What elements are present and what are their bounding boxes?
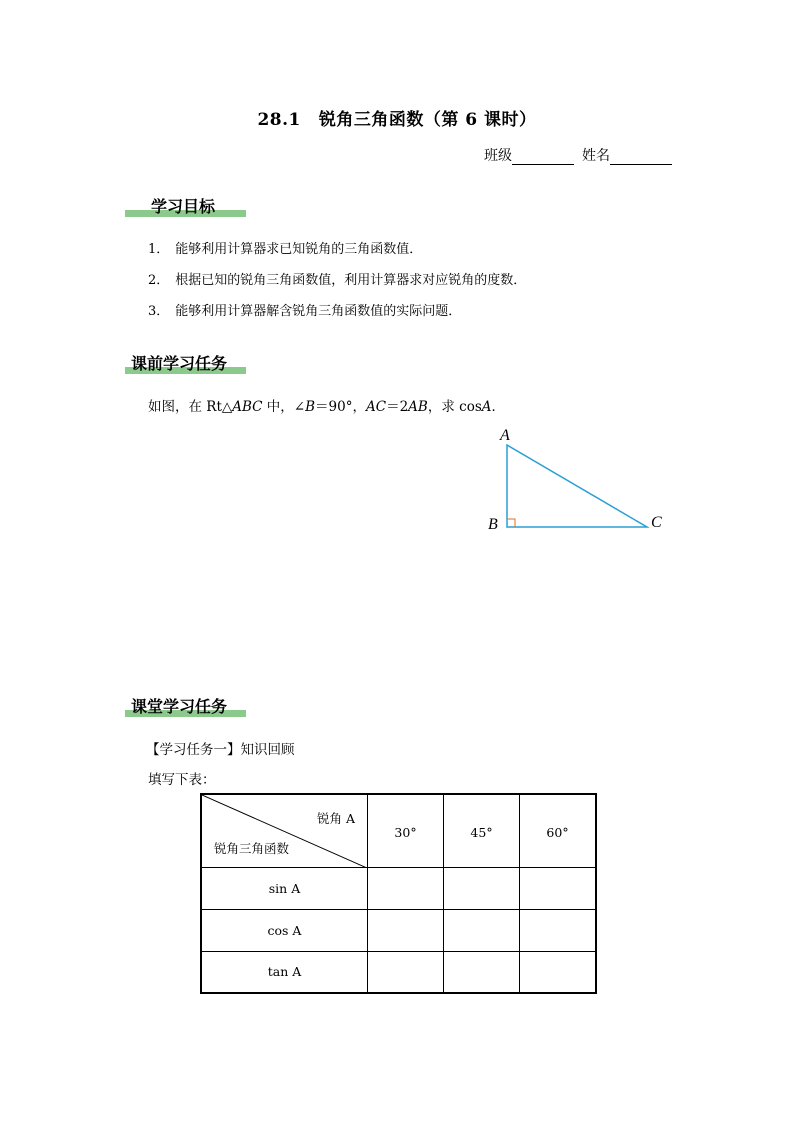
table-header-row bbox=[201, 794, 596, 867]
class-label: 班级 bbox=[484, 148, 512, 164]
pre-task-problem bbox=[148, 395, 505, 415]
column-header-30 bbox=[368, 794, 444, 867]
goal-index: 1． bbox=[148, 242, 170, 257]
problem-text-5: ，求 cos bbox=[427, 399, 482, 415]
problem-var-ab: AB bbox=[408, 399, 428, 415]
goal-index: 3． bbox=[148, 304, 170, 319]
name-label: 姓名 bbox=[582, 148, 610, 164]
goals-heading: 学习目标 bbox=[151, 197, 216, 216]
triangle-abc bbox=[507, 445, 647, 527]
column-header-label: 45° bbox=[470, 825, 493, 840]
answer-cell[interactable] bbox=[368, 867, 444, 909]
name-blank[interactable] bbox=[610, 150, 672, 165]
problem-var-b: B bbox=[305, 399, 316, 415]
title-number: 28.1 bbox=[257, 110, 301, 130]
header-function-label: 锐角三角函数 bbox=[214, 841, 290, 856]
problem-text-6: ． bbox=[491, 399, 506, 415]
answer-cell[interactable] bbox=[520, 951, 597, 993]
table-row bbox=[201, 909, 596, 951]
right-angle-mark bbox=[507, 519, 515, 527]
answer-cell[interactable] bbox=[520, 867, 597, 909]
answer-cell[interactable] bbox=[444, 909, 520, 951]
table-row bbox=[201, 867, 596, 909]
column-header-label: 60° bbox=[546, 825, 569, 840]
header-angle-label: 锐角 A bbox=[316, 811, 355, 826]
column-header-label: 30° bbox=[394, 825, 417, 840]
goal-text: 能够利用计算器解含锐角三角函数值的实际问题． bbox=[175, 304, 462, 319]
header-diagonal-line bbox=[202, 795, 367, 868]
answer-cell[interactable] bbox=[444, 867, 520, 909]
problem-var-a: A bbox=[481, 399, 492, 415]
answer-cell[interactable] bbox=[368, 951, 444, 993]
column-header-45 bbox=[444, 794, 520, 867]
vertex-b-label: B bbox=[488, 516, 498, 533]
diagonal-header-cell bbox=[201, 794, 368, 867]
problem-var-abc: ABC bbox=[232, 399, 263, 415]
goal-item bbox=[148, 238, 422, 257]
problem-var-ac: AC bbox=[365, 399, 387, 415]
vertex-c-label: C bbox=[651, 514, 662, 531]
row-label-tan: tan A bbox=[201, 951, 368, 993]
row-label-cos: cos A bbox=[201, 909, 368, 951]
vertex-a-label: A bbox=[500, 427, 510, 444]
problem-text-1: 如图，在 Rt△ bbox=[148, 399, 233, 415]
table-row bbox=[201, 951, 596, 993]
class-task-heading: 课堂学习任务 bbox=[131, 697, 228, 716]
column-header-60 bbox=[520, 794, 597, 867]
trig-table bbox=[200, 793, 597, 994]
triangle-figure bbox=[480, 420, 690, 540]
title-text: 锐角三角函数（第 6 课时） bbox=[318, 110, 537, 130]
table-instruction: 填写下表： bbox=[148, 772, 216, 788]
goal-item bbox=[148, 269, 526, 288]
goal-text: 根据已知的锐角三角函数值，利用计算器求对应锐角的度数． bbox=[175, 273, 527, 288]
answer-cell[interactable] bbox=[520, 909, 597, 951]
goal-text: 能够利用计算器求已知锐角的三角函数值． bbox=[175, 242, 423, 257]
problem-text-4: ＝2 bbox=[386, 399, 409, 415]
pre-task-heading: 课前学习任务 bbox=[131, 354, 228, 373]
class-blank[interactable] bbox=[512, 150, 574, 165]
problem-text-3: ＝90°， bbox=[315, 399, 366, 415]
student-info-line bbox=[484, 145, 680, 165]
answer-cell[interactable] bbox=[444, 951, 520, 993]
answer-cell[interactable] bbox=[368, 909, 444, 951]
subtask-label: 【学习任务一】知识回顾 bbox=[146, 742, 295, 758]
goal-index: 2． bbox=[148, 273, 170, 288]
problem-text-2: 中，∠ bbox=[262, 399, 306, 415]
row-label-sin: sin A bbox=[201, 867, 368, 909]
page-title bbox=[0, 105, 794, 130]
goal-item bbox=[148, 300, 461, 319]
